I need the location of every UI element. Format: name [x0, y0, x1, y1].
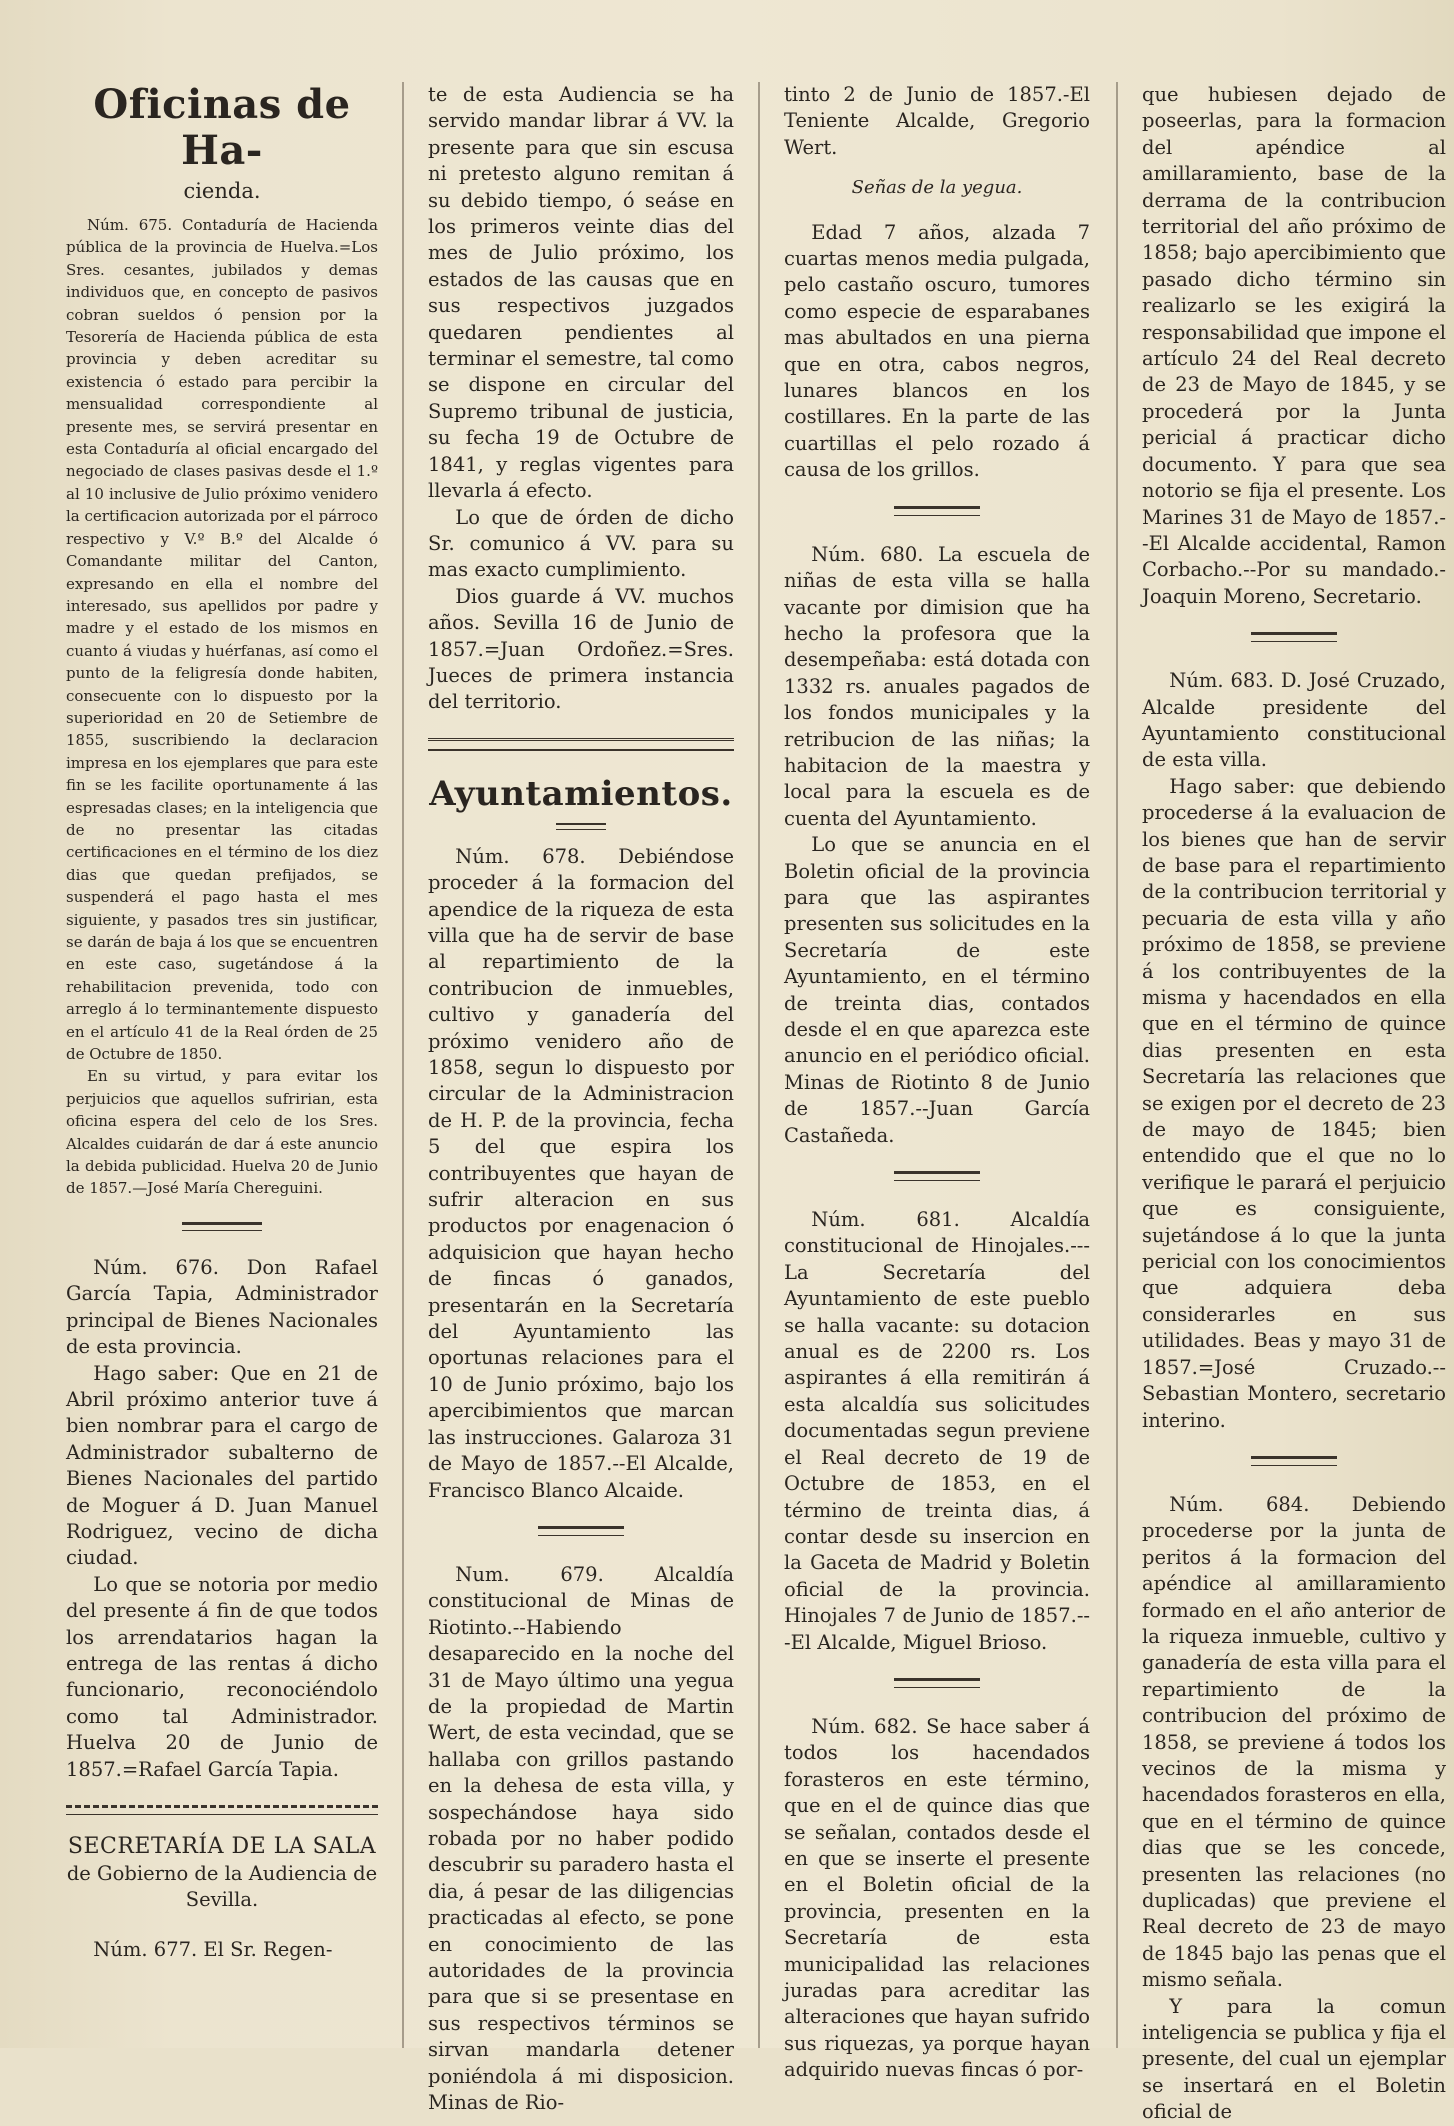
column-4 [1142, 82, 1446, 2124]
section-title-ayuntamientos: Ayuntamientos. [429, 773, 733, 814]
notice-678: Núm. 678. Debiéndose proceder á la formacion del apendice de la riqueza de esta villa que ha de servir de base al repartimiento de la contribucion de inmuebles, cultivo y ganadería del próximo venidero año de 1858, segun lo dispuesto por circular de la Administracion de H. P. de la provincia, fecha 5 del que espira los contribuyentes que hayan de sufrir alteracion en sus productos por enagenacion ó adquisicion que hayan hecho de fincas ó ganados, presentarán en la Secretaría del Ayuntamiento las oportunas relaciones para el 10 de Junio próximo, bajo los apercibimientos que marcan las instrucciones. Galaroza 31 de Mayo de 1857.--El Alcalde, Francisco Blanco Alcaide. [428, 844, 734, 1502]
notice-677-cont: te de esta Audiencia se ha servido mandar librar á VV. la presente para que sin escusa ni pretesto alguno remitan á su debido tiempo, ó seáse en los primeros veinte dias del mes de Julio próximo, los estados de las causas que en sus respectivos juzgados quedaren pendientes al terminar el semestre, tal como se dispone en circular del Supremo tribunal de justicia, su fecha 19 de Octubre de 1841, y reglas vigentes para llevarla á efecto. [428, 83, 734, 503]
divider-rule [556, 823, 606, 830]
divider-rule [894, 506, 980, 516]
divider-rule [1251, 1456, 1337, 1466]
notice-684: Núm. 684. Debiendo procederse por la junta de peritos á la formacion del apéndice al amillaramiento formado en el año anterior de la riqueza inmueble, cultivo y ganadería de esta villa para el repartimiento de la contribucion del próximo de 1858, se previene á todos los vecinos de la misma y hacendados forasteros en ella, que en el término de quince dias que se les concede, presenten las relaciones (no duplicadas) que previene el Real decreto de 23 de mayo de 1845 bajo las penas que el mismo señala. [1142, 1492, 1446, 1992]
section-title-cont: cienda. [183, 179, 261, 203]
divider-double-rule [428, 738, 734, 751]
notice-676-c: Lo que se notoria por medio del presente á fin de que todos los arrendatarios hagan la entrega de las rentas á dicho funcionario, reconociéndolo como tal Administrador. Huelva 20 de Junio de 1857.=Rafael García Tapia. [66, 1572, 378, 1781]
notice-675-b: En su virtud, y para evitar los perjuicios que aquellos sufririan, esta oficina espera del celo de los Sres. Alcaldes cuidarán de dar á este anuncio la debida publicidad. Huelva 20 de Junio de 1857.—José María Chereguini. [66, 1067, 378, 1198]
notice-680: Núm. 680. La escuela de niñas de esta villa se halla vacante por dimision que ha hecho la profesora que la desempeñaba: está dotada con 1332 rs. anuales pagados de los fondos municipales y la retribucion de las niñas; la habitacion de la maestra y local para la escuela es de cuenta del Ayuntamiento. [784, 542, 1090, 830]
divider-rule [538, 1526, 624, 1536]
notice-681: Núm. 681. Alcaldía constitucional de Hinojales.---La Secretaría del Ayuntamiento de este pueblo se halla vacante: su dotacion anual es de 2200 rs. Los aspirantes á ella remitirán á esta alcaldía sus solicitudes documentadas segun previene el Real decreto de 19 de Octubre de 1853, en el término de treinta dias, á contar desde su insercion en la Gaceta de Madrid y Boletin oficial de la provincia. Hinojales 7 de Junio de 1857.---El Alcalde, Miguel Brioso. [784, 1208, 1090, 1654]
notice-684-b: Y para la comun inteligencia se publica y fija el presente, del cual un ejemplar se insertará en el Boletin oficial de [1142, 1994, 1446, 2124]
column-separator [758, 82, 760, 2048]
notice-675: Núm. 675. Contaduría de Hacienda pública de la provincia de Huelva.=Los Sres. cesantes, jubilados y demas individuos que, en concepto de pasivos cobran sueldos ó pension por la Tesorería de Hacienda pública de esta provincia y deben acreditar su existencia ó estado para percibir la mensualidad correspondiente al presente mes, se servirá presentar en esta Contaduría al oficial encargado del negociado de clases pasivas desde el 1.º al 10 inclusive de Julio próximo venidero la certificacion autorizada por el párroco respectivo y V.º B.º del Alcalde ó Comandante militar del Canton, expresando en ella el nombre del interesado, sus apellidos por padre y madre y el estado de los mismos en cuanto á viudas y huérfanas, así como el punto de la feligresía donde habiten, consecuente con lo dispuesto por la superioridad en 20 de Setiembre de 1855, suscribiendo la declaracion impresa en los ejemplares que para este fin se les facilite oportunamente á las espresadas clases; en la inteligencia que de no presentar las citadas certificaciones en el término de los diez dias que quedan prefijados, se suspenderá el pago hasta el mes siguiente, y pasados tres sin justificar, se darán de baja á los que se encuentren en este caso, sugetándose á la rehabilitacion prevenida, todo con arreglo á lo terminantemente dispuesto en el artículo 41 de la Real órden de 25 de Octubre de 1850. [66, 216, 378, 1064]
section-title-oficinas: Oficinas de Ha- [93, 81, 351, 174]
divider-double-rule [66, 1805, 378, 1815]
notice-676: Núm. 676. Don Rafael García Tapia, Administrador principal de Bienes Nacionales de esta provincia. [66, 1255, 378, 1359]
divider-rule [894, 1171, 980, 1181]
heading-secretaria-sub: de Gobierno de la Audiencia de Sevilla. [66, 1862, 378, 1911]
notice-682: Núm. 682. Se hace saber á todos los hacendados forasteros en este término, que en el de quince dias que se señalan, contados desde el en que se inserte el presente en el Boletin oficial de la provincia, presenten en la Secretaría de esta municipalidad las relaciones juradas para acreditar las alteraciones que hayan sufrido sus riquezas, ya porque hayan adquirido nuevas fincas ó por- [784, 1714, 1090, 2082]
notice-680-b: Lo que se anuncia en el Boletin oficial de la provincia para que las aspirantes presenten sus solicitudes en la Secretaría de este Ayuntamiento, en el término de treinta dias, contados desde el en que aparezca este anuncio en el periódico oficial. Minas de Riotinto 8 de Junio de 1857.--Juan García Castañeda. [784, 833, 1090, 1147]
divider-rule [1251, 632, 1337, 642]
notice-683: Núm. 683. D. José Cruzado, Alcalde presidente del Ayuntamiento constitucional de esta villa. [1142, 669, 1446, 772]
divider-rule [894, 1678, 980, 1688]
column-1 [66, 82, 378, 2048]
notice-679: Num. 679. Alcaldía constitucional de Minas de Riotinto.--Habiendo desaparecido en la noche del 31 de Mayo último una yegua de la propiedad de Martin Wert, de esta vecindad, que se hallaba con grillos pastando en la dehesa de esta villa, y sospechándose haya sido robada por no haber podido descubrir su paradero hasta el dia, á pesar de las diligencias practicadas al efecto, se pone en conocimiento de las autoridades de la provincia para que si se presentase en sus respectivos términos se sirvan mandarla detener poniéndola á mi disposicion. Minas de Rio- [428, 1562, 734, 2115]
notice-683-b: Hago saber: que debiendo procederse á la evaluacion de los bienes que han de servir de base para el repartimiento de la contribucion territorial y pecuaria de esta villa y año próximo de 1858, se previene á los contribuyentes de la misma y hacendados en ella que en el término de quince dias presenten en esta Secretaría las relaciones que se exigen por el decreto de 23 de mayo de 1845; bien entendido que el que no lo verifique le parará el perjuicio que es consiguiente, sujetándose á lo que la junta pericial con los conocimientos que adquiera deba considerarles en sus utilidades. Beas y mayo 31 de 1857.=José Cruzado.--Sebastian Montero, secretario interino. [1142, 774, 1446, 1432]
notice-679-cont: tinto 2 de Junio de 1857.-El Teniente Alcalde, Gregorio Wert. [784, 83, 1090, 159]
notice-677-c: Dios guarde á VV. muchos años. Sevilla 16 de Junio de 1857.=Juan Ordoñez.=Sres. Jueces de primera instancia del territorio. [428, 584, 734, 714]
notice-682-cont: que hubiesen dejado de poseerlas, para la formacion del apéndice al amillaramiento, base de la derrama de la contribucion territorial del año próximo de 1858; bajo apercibimiento que pasado dicho término sin realizarlo se les exigirá la responsabilidad que impone el artículo 24 del Real decreto de 23 de Mayo de 1845, y se procederá por la Junta pericial á practicar dicho documento. Y para que sea notorio se fija el presente. Los Marines 31 de Mayo de 1857.--El Alcalde accidental, Ramon Corbacho.--Por su mandado.-Joaquin Moreno, Secretario. [1142, 83, 1446, 608]
subtitle-senas: Señas de la yegua. [851, 177, 1023, 199]
heading-secretaria: SECRETARÍA DE LA SALA [67, 1834, 377, 1859]
notice-677-b: Lo que de órden de dicho Sr. comunico á VV. para su mas exacto cumplimiento. [428, 505, 734, 582]
column-3 [784, 82, 1090, 2082]
column-separator [402, 82, 404, 2048]
notice-676-b: Hago saber: Que en 21 de Abril próximo anterior tuve á bien nombrar para el cargo de Administrador subalterno de Bienes Nacionales del partido de Moguer á D. Juan Manuel Rodriguez, vecino de dicha ciudad. [66, 1361, 378, 1570]
divider-rule [182, 1222, 262, 1231]
column-2 [428, 82, 734, 2115]
notice-677-start: Núm. 677. El Sr. Regen- [93, 1938, 333, 1961]
column-separator [1116, 82, 1118, 2048]
notice-679-senas: Edad 7 años, alzada 7 cuartas menos media pulgada, pelo castaño oscuro, tumores como especie de esparabanes mas abultados en una pierna que en otra, cabos negros, lunares blancos en los costillares. En la parte de las cuartillas el pelo rozado á causa de los grillos. [784, 220, 1090, 482]
